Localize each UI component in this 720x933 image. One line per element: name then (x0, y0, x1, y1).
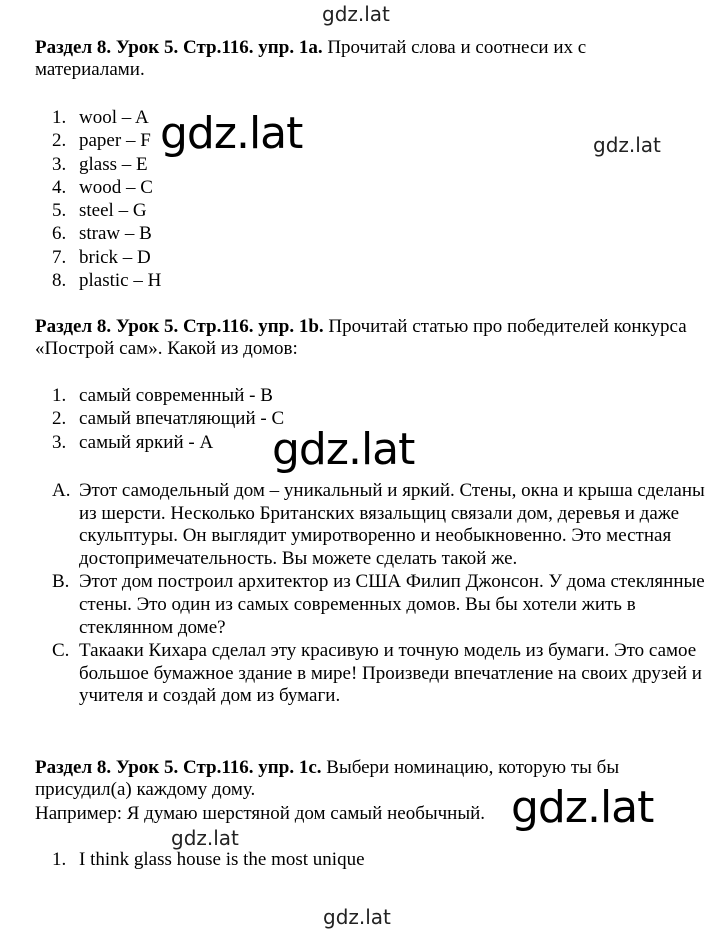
watermark: gdz.lat (511, 782, 654, 833)
list-item: 3. самый яркий - А (52, 431, 214, 453)
section-1-heading (35, 37, 695, 81)
word-material-list (35, 106, 161, 292)
section-1-title: Раздел 8. Урок 5. Стр.116. упр. 1а. (35, 37, 323, 58)
list-item: 1. wool – A (52, 107, 149, 128)
section-3-title: Раздел 8. Урок 5. Стр.116. упр. 1с. (35, 757, 322, 778)
list-item: 2. самый впечатляющий - С (52, 408, 285, 430)
list-item: 4. wood – C (52, 176, 153, 198)
list-item: 6. straw – B (52, 223, 152, 245)
paragraph-item: C. Такааки Кихара сделал эту красивую и точную модель из бумаги. Это самое большое бумажное здание в мире! Произведи впечатление на своих друзей и учителя и создай дом из бумаги. (52, 640, 702, 707)
section-3-instruction: Выбери номинацию, которую ты бы присудил(а) каждому дому. (35, 757, 620, 800)
list-item: 5. steel – G (52, 200, 147, 222)
list-item: 8. plastic – H (52, 270, 162, 292)
watermark: gdz.lat (323, 905, 391, 929)
watermark: gdz.lat (272, 424, 415, 475)
section-2-instruction: Прочитай статью про победителей конкурса «Построй сам». Какой из домов: (35, 316, 687, 359)
section-2-heading (35, 316, 695, 360)
watermark: gdz.lat (322, 2, 390, 26)
watermark: gdz.lat (171, 826, 239, 850)
section-2-title: Раздел 8. Урок 5. Стр.116. упр. 1b. (35, 316, 324, 337)
list-item: 2. paper – F (52, 130, 151, 152)
section-3-heading (35, 757, 695, 801)
list-item: 1. I think glass house is the most unique (52, 849, 365, 870)
paragraph-item: B. Этот дом построил архитектор из США Филип Джонсон. У дома стеклянные стены. Это один из самых современных домов. Вы бы хотели жить в стеклянном доме? (52, 571, 705, 638)
watermark: gdz.lat (160, 108, 303, 159)
section-3-example: Например: Я думаю шерстяной дом самый необычный. (35, 803, 486, 824)
house-answers-list (35, 384, 284, 454)
list-item: 7. brick – D (52, 246, 151, 268)
nomination-list (35, 848, 365, 871)
watermark: gdz.lat (593, 133, 661, 157)
house-descriptions (35, 480, 705, 709)
paragraph-item: A. Этот самодельный дом – уникальный и яркий. Стены, окна и крыша сделаны из шерсти. Несколько Британских вязальщиц связали дом, деревья и даже скульптуры. Он выглядит умиротворенно и необыкновенно. Это местная достопримечательность. Вы можете сделать такой же. (52, 480, 705, 569)
section-1-instruction: Прочитай слова и соотнеси их с материалами. (35, 37, 587, 80)
list-item: 1. самый современный - В (52, 385, 273, 406)
list-item: 3. glass – E (52, 153, 148, 175)
